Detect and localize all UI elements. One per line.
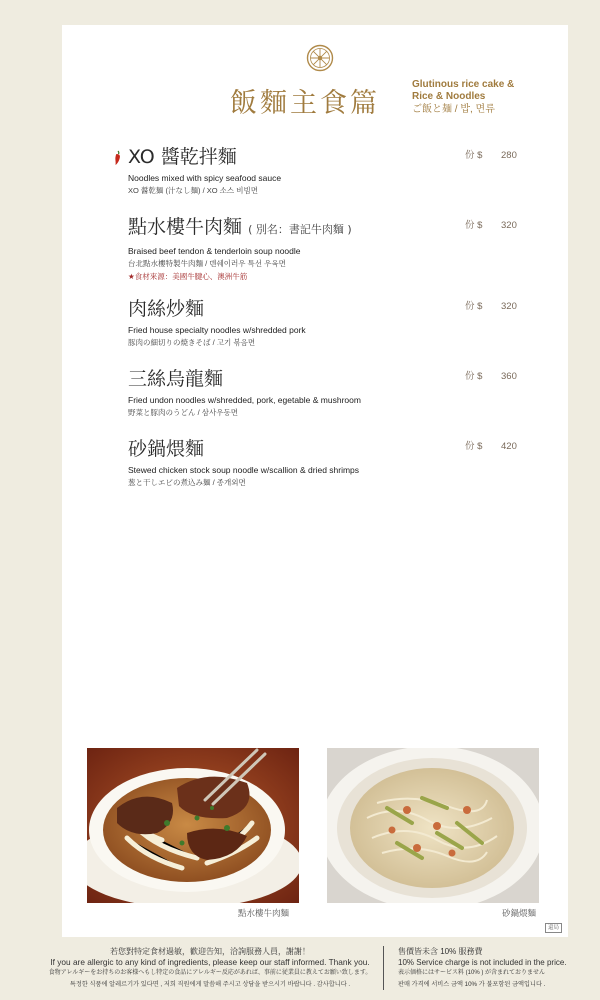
service-charge-zh: 售價皆未含 10% 服務費 xyxy=(398,947,483,956)
price-unit: 份 $ xyxy=(465,441,483,452)
allergy-notice xyxy=(40,946,380,990)
item-price xyxy=(465,438,525,452)
price-unit: 份 $ xyxy=(465,220,483,231)
item-english: Braised beef tendon & tenderloin soup noodle xyxy=(128,246,301,256)
footer-divider xyxy=(383,946,384,990)
beef-noodle-photo xyxy=(87,748,299,903)
section-title: 飯麵主食篇 xyxy=(230,88,380,119)
item-translations: 葱と干しエビの煮込み麺 / 종개외면 xyxy=(128,478,246,487)
item-name: 砂鍋煨麵 xyxy=(128,438,205,460)
price-amount: 420 xyxy=(501,441,517,452)
item-english: Fried house specialty noodles w/shredded pork xyxy=(128,325,306,335)
item-name: 三絲烏龍麵 xyxy=(128,368,224,390)
subtitle-jp-kr: ご飯と麺 / 밥, 면류 xyxy=(412,104,495,115)
allergy-notice-ja: 食物アレルギーをお持ちのお客様へもし特定の食品にアレルギー反応があれば、事前に従業員に教えてお願い致します。 xyxy=(48,970,372,976)
photo-caption: 砂鍋煨麵 xyxy=(502,908,537,918)
price-amount: 320 xyxy=(501,301,517,312)
item-translations: 豚肉の細切りの焼きそば / 고기 볶음면 xyxy=(128,338,256,347)
item-name: 肉絲炒麵 xyxy=(128,298,205,320)
item-alias: ( 別名：書記牛肉麵 ) xyxy=(248,223,352,236)
subtitle-line-1: Glutinous rice cake & xyxy=(412,79,515,90)
section-subtitle xyxy=(412,79,562,116)
price-unit: 份 $ xyxy=(465,150,483,161)
item-translations: XO 醤乾麺 (汁なし麺) / XO 소스 비빔면 xyxy=(128,186,258,195)
item-price xyxy=(465,298,525,312)
item-price xyxy=(465,217,525,231)
price-amount: 320 xyxy=(501,220,517,231)
price-amount: 280 xyxy=(501,150,517,161)
allergy-notice-zh: 若您對特定食材過敏，歡迎告知，洽詢服務人員，謝謝！ xyxy=(110,947,310,956)
menu-card xyxy=(62,25,568,937)
item-name: XO 醬乾拌麵 xyxy=(128,146,237,168)
item-price xyxy=(465,147,525,161)
footer xyxy=(0,940,600,1000)
service-charge-ja: 表示価格にはサービス料 (10% ) が含まれておりません xyxy=(398,970,546,976)
price-amount: 360 xyxy=(501,371,517,382)
item-ingredient-source: ★食材來源：美國牛腱心、澳洲牛筋 xyxy=(128,272,248,281)
service-charge-en: 10% Service charge is not included in the price. xyxy=(398,958,567,967)
item-english: Stewed chicken stock soup noodle w/scallion & dried shrimps xyxy=(128,465,360,475)
wheel-logo-icon xyxy=(306,44,334,72)
item-translations: 台北點水樓特製牛肉麵 / 뎬쉐이러우 특선 우육면 xyxy=(128,259,286,268)
price-unit: 份 $ xyxy=(465,371,483,382)
allergy-notice-ko: 특정한 식품에 알레르기가 있다면 , 저희 직원에게 말씀해 주시고 상담을 받으시기 바랍니다 . 감사합니다 . xyxy=(69,981,351,988)
item-price xyxy=(465,368,525,382)
claypot-noodle-photo xyxy=(327,748,539,903)
price-unit: 份 $ xyxy=(465,301,483,312)
subtitle-line-2: Rice & Noodles xyxy=(412,91,486,102)
allergy-notice-en: If you are allergic to any kind of ingredients, please keep our staff informed. Thank you. xyxy=(50,957,370,967)
chili-pepper-icon xyxy=(113,150,123,166)
service-charge-ko: 판매 가격에 서비스 금액 10% 가 불포함된 금액입니다 . xyxy=(398,981,546,988)
service-charge-notice xyxy=(398,946,598,990)
photo-caption: 點水樓牛肉麵 xyxy=(238,908,290,918)
item-translations: 野菜と豚肉のうどん / 삼사우동면 xyxy=(128,408,238,417)
item-english: Fried undon noodles w/shredded, pork, egetable & mushroom xyxy=(128,395,361,405)
reference-badge: 還局 xyxy=(545,923,562,933)
item-english: Noodles mixed with spicy seafood sauce xyxy=(128,173,282,183)
item-name: 點水樓牛肉麵 xyxy=(128,216,243,238)
